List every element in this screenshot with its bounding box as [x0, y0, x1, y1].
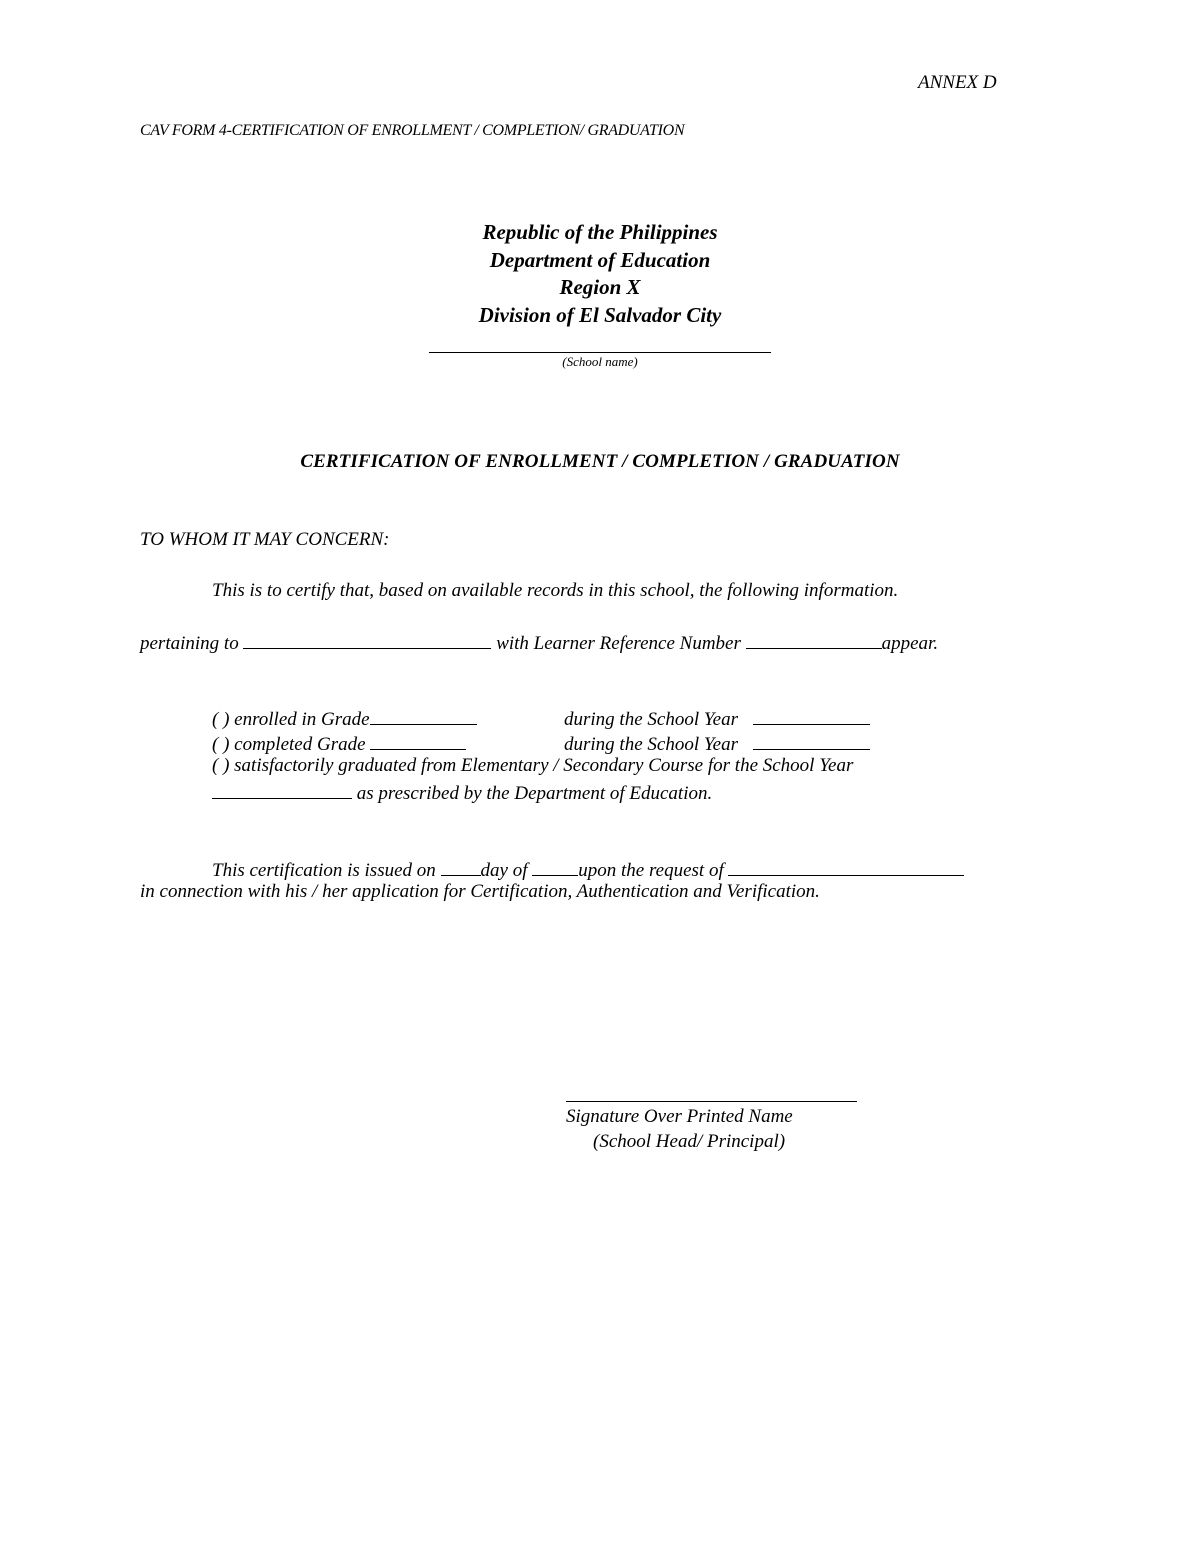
school-name-field[interactable]	[429, 352, 771, 353]
graduated-year-field[interactable]	[212, 780, 352, 799]
completed-during-label: during the School Year	[564, 734, 738, 755]
month-field[interactable]	[532, 857, 578, 876]
enrolled-during-label: during the School Year	[564, 709, 738, 730]
signature-label: Signature Over Printed Name	[566, 1106, 793, 1127]
graduated-year-line	[212, 780, 712, 805]
issued-on-label: This certification is issued on	[212, 860, 436, 881]
lrn-label: with Learner Reference Number	[496, 633, 741, 654]
day-of-label: day of	[480, 860, 528, 881]
appear-label: appear.	[881, 633, 939, 654]
completed-label: ( ) completed Grade	[212, 734, 366, 755]
enrolled-grade-field[interactable]	[370, 706, 477, 725]
day-field[interactable]	[441, 857, 481, 876]
signatory-role: (School Head/ Principal)	[593, 1131, 786, 1152]
completed-year-group	[564, 731, 870, 756]
graduated-option: ( ) satisfactorily graduated from Elementary / Secondary Course for the School Year	[212, 755, 854, 776]
certify-statement: This is to certify that, based on available records in this school, the following information.	[212, 580, 899, 601]
enrolled-label: ( ) enrolled in Grade	[212, 709, 370, 730]
header-republic: Republic of the Philippines	[482, 220, 718, 244]
form-title: CAV FORM 4-CERTIFICATION OF ENROLLMENT / COMPLETION/ GRADUATION	[140, 122, 685, 139]
certificate-title: CERTIFICATION OF ENROLLMENT / COMPLETION / GRADUATION	[300, 451, 900, 472]
header-region: Region X	[559, 275, 641, 299]
requester-field[interactable]	[728, 857, 964, 876]
lrn-field[interactable]	[746, 630, 882, 649]
agency-header	[0, 219, 1200, 329]
learner-name-field[interactable]	[243, 630, 491, 649]
prescribed-label: as prescribed by the Department of Education.	[356, 783, 713, 804]
issuance-line	[212, 857, 964, 882]
completed-grade-field[interactable]	[370, 731, 466, 750]
pertaining-label: pertaining to	[140, 633, 239, 654]
enrolled-year-group	[564, 706, 870, 731]
header-department: Department of Education	[489, 247, 711, 272]
upon-request-label: upon the request of	[578, 860, 724, 881]
header-division: Division of El Salvador City	[478, 302, 722, 327]
completed-year-field[interactable]	[753, 731, 870, 750]
school-name-caption: (School name)	[562, 354, 638, 369]
signature-field[interactable]	[566, 1101, 857, 1102]
enrolled-year-field[interactable]	[753, 706, 870, 725]
connection-statement: in connection with his / her application for Certification, Authentication and Verification.	[140, 881, 820, 902]
annex-label: ANNEX D	[918, 72, 997, 93]
completed-option	[212, 731, 466, 756]
enrolled-option	[212, 706, 477, 731]
salutation: TO WHOM IT MAY CONCERN:	[140, 529, 390, 550]
pertaining-line	[140, 630, 938, 655]
